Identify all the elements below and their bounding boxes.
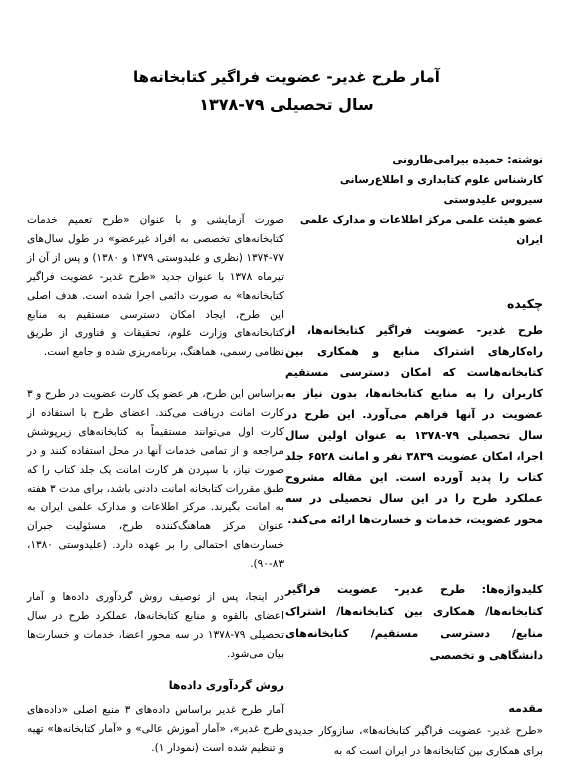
- article-title: آمار طرح غدیر- عضویت فراگیر کتابخانه‌ها: [133, 68, 440, 86]
- author-affiliation-2: عضو هیئت علمی مرکز اطلاعات و مدارک علمی ایران: [299, 214, 543, 246]
- author-name-1: نوشته: حمیده بیرامی‌طارونی: [392, 154, 543, 166]
- abstract-text: طرح غدیر- عضویت فراگیر کتابخانه‌ها، از راه‌کارهای اشتراک منابع و همکاری بین کتابخانه‌هاست که امکان دسترسی مستقیم کاربران را به منابع کتابخانه‌ها، بدون نیاز به عضویت در آنها فراهم می‌آورد. این طرح در سال تحصیلی ۷۹-۱۳۷۸ به عنوان اولین سال اجرا، امکان عضویت ۳۸۳۹ نفر و امانت ۶۵۲۸ جلد کتاب را پدید آورده است. این مقاله مشروح عملکرد طرح را در این سال تحصیلی در سه محور عضویت، خدمات و خسارت‌ها ارائه می‌کند.: [285, 324, 543, 526]
- keywords: کلیدواژه‌ها: طرح غدیر- عضویت فراگیر کتابخانه‌ها/ همکاری بین کتابخانه‌ها/ اشتراک منابع/ دسترسی مستقیم/ کتابخانه‌های دانشگاهی و تخصصی: [285, 583, 543, 662]
- introduction-heading: مقدمه: [508, 702, 543, 715]
- body-paragraph-2: براساس این طرح، هر عضو یک کارت عضویت در طرح و ۳ کارت امانت دریافت می‌کند. اعضای طرح با استفاده از کارت اول می‌توانند مستقیماً به کتابخانه‌های زیرپوشش مراجعه و از تمامی خدمات آنها در محل استفاده کنند و در صورت نیاز، با سپردن هر کارت امانت یک جلد کتاب را که طبق مقررات کتابخانه امانت دادنی باشد، برای مدت ۳ هفته به امانت بگیرند. مرکز اطلاعات و مدارک علمی ایران به عنوان مرکز هماهنگ‌کننده طرح، مسئولیت جبران خسارت‌های احتمالی را بر عهده دارد. (علیدوستی ۱۳۸۰، ۸۳-۹۰).: [27, 388, 285, 571]
- introduction-text: «طرح غدیر- عضویت فراگیر کتابخانه‌ها»، سازوکار جدیدی برای همکاری بین کتابخانه‌ها در ایران است که به: [285, 725, 543, 757]
- method-heading: روش گردآوری داده‌ها: [168, 679, 284, 692]
- author-name-2: سیروس علیدوستی: [443, 194, 543, 206]
- article-title-year: سال تحصیلی ۷۹-۱۳۷۸: [199, 95, 374, 114]
- body-paragraph-1: صورت آزمایشی و با عنوان «طرح تعمیم خدمات کتابخانه‌های تخصصی به افراد غیرعضو» در طول سال‌های ۷۷-۱۳۷۴ (نظری و علیدوستی ۱۳۷۹ و ۱۳۸۰) و پس از آن از تیرماه ۱۳۷۸ با عنوان جدید «طرح غدیر- عضویت فراگیر کتابخانه‌ها» به صورت دائمی اجرا شده است. هدف اصلی این طرح، ایجاد امکان دسترسی مستقیم به منابع کتابخانه‌های وزارت علوم، تحقیقات و فناوری از طریق نظامی رسمی، هماهنگ، برنامه‌ریزی شده و جامع است.: [27, 214, 284, 359]
- body-paragraph-3: در اینجا، پس از توصیف روش گردآوری داده‌ها و آمار اعضای بالقوه و منابع کتابخانه‌ها، عملکرد طرح در سال تحصیلی ۷۹-۱۳۷۸ در سه محور اعضا، خدمات و خسارت‌ها بیان می‌شود.: [27, 591, 284, 660]
- body-paragraph-4: آمار طرح غدیر براساس داده‌های ۳ منبع اصلی «داده‌های طرح غدیر»، «آمار آموزش عالی» و «آمار کتابخانه‌ها» تهیه و تنظیم شده است (نمودار ۱).: [27, 704, 284, 754]
- author-block: [285, 150, 543, 250]
- abstract-heading: چکیده: [507, 296, 543, 311]
- author-affiliation-1: کارشناس علوم کتابداری و اطلاع‌رسانی: [339, 174, 543, 186]
